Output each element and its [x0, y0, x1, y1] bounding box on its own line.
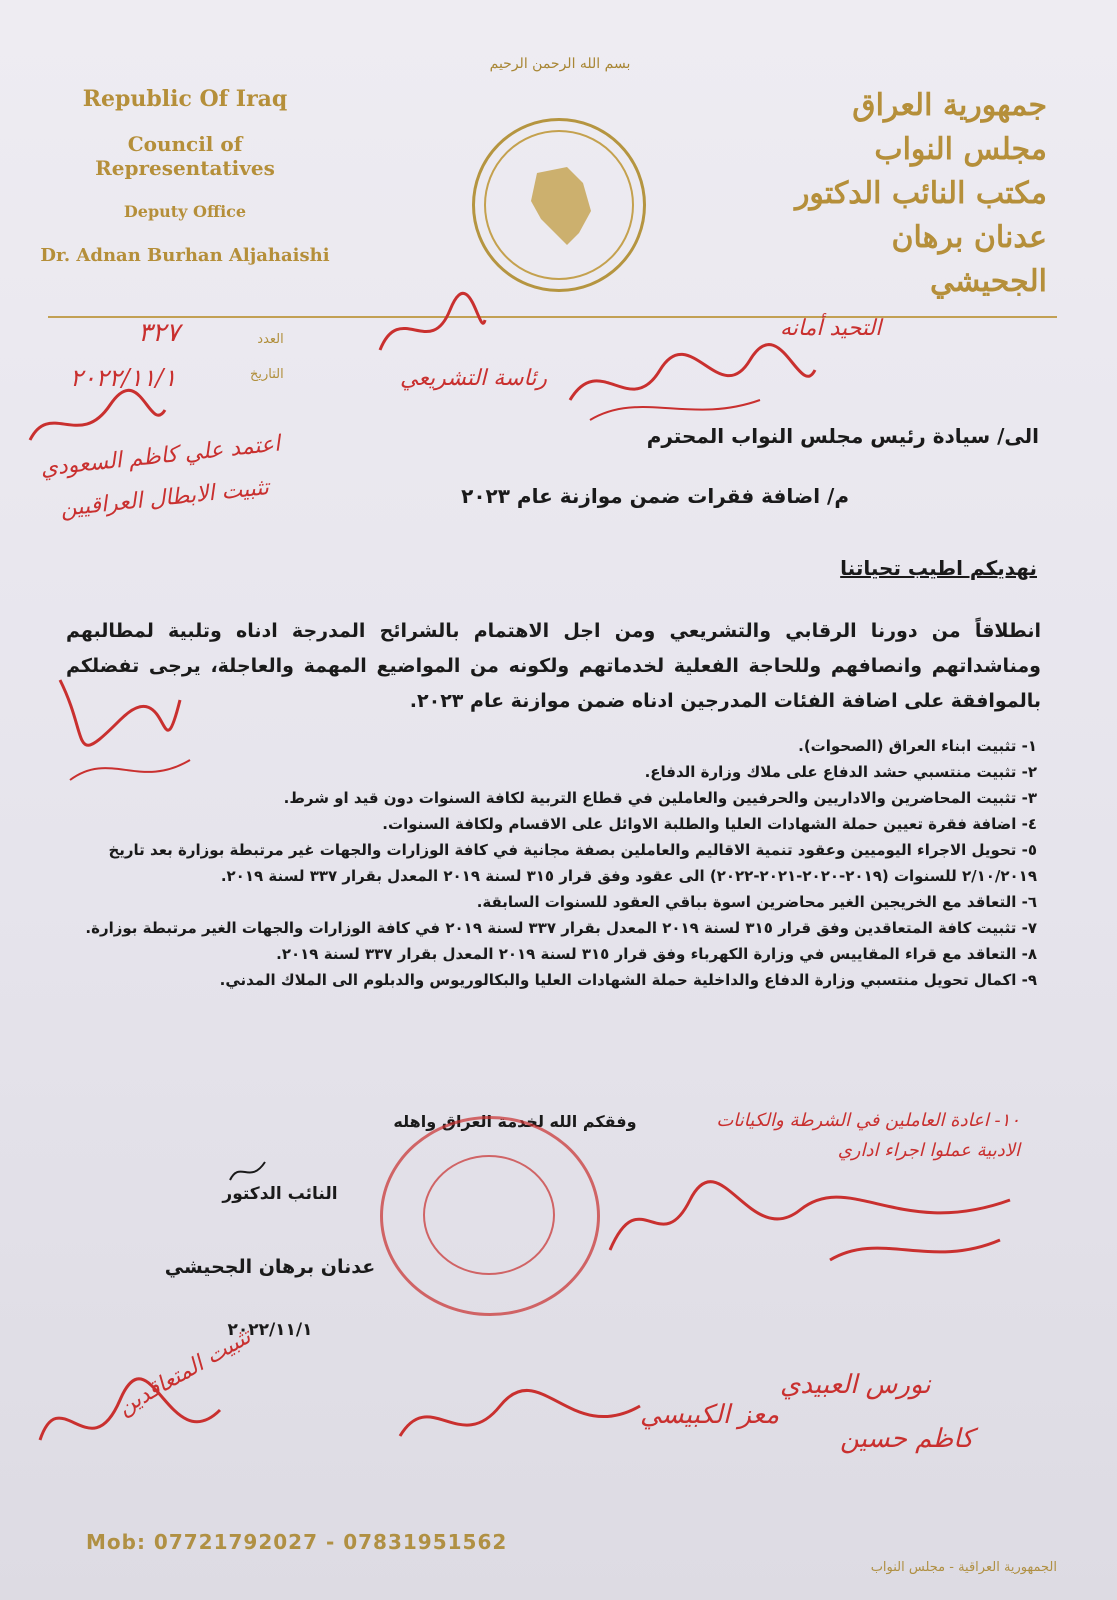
letter-greeting: نهديكم اطيب تحياتنا: [840, 556, 1037, 580]
handwritten-date: ٢٠٢٢/١١/١: [70, 364, 177, 392]
letterhead-en-line-2: Council of Representatives: [95, 132, 275, 180]
list-item: ٦- التعاقد مع الخريجين الغير محاضرين اسوة بباقي العقود للسنوات السابقة.: [476, 893, 1037, 911]
letterhead-ar-line-4: عدنان برهان الجحيشي: [891, 220, 1047, 299]
office-stamp-icon: [380, 1116, 600, 1316]
handwritten-note-left-2: تثبيت الابطال العراقيين: [59, 475, 271, 522]
handwritten-note-top-1: التحيد أمانه: [780, 316, 882, 341]
basmala: بسم الله الرحمن الرحيم: [489, 56, 631, 72]
signature-scribble-top: [560, 330, 820, 430]
letter-closing: وفقكم الله لخدمة العراق واهله: [393, 1112, 637, 1131]
list-item: ٤- اضافة فقرة تعيين حملة الشهادات العليا والطلبة الاوائل على الاقسام ولكافة السنوات.: [382, 815, 1037, 833]
letter-subject: م/ اضافة فقرات ضمن موازنة عام ٢٠٢٣: [461, 484, 849, 508]
list-item: ٨- التعاقد مع قراء المقاييس في وزارة الكهرباء وفق قرار ٣١٥ لسنة ٢٠١٩ المعدل بقرار ٣٣٧ لسنة ٢٠١٩.: [276, 945, 1037, 963]
date-label: التاريخ: [250, 367, 284, 382]
handwritten-note-bottom-3: معز الكبيسي: [640, 1400, 780, 1430]
handwritten-note-bottom-4: تثبيت المتعاقدين: [113, 1324, 256, 1421]
letter-recipient: الى/ سيادة رئيس مجلس النواب المحترم: [646, 424, 1039, 448]
signature-scribble-left: [20, 380, 170, 460]
handwritten-note-bottom-1: نورس العبيدي: [780, 1370, 931, 1400]
footer-phone-numbers: Mob: 07721792027 - 07831951562: [86, 1530, 508, 1554]
header-divider: [48, 316, 1057, 318]
requests-list: [77, 733, 1037, 993]
letterhead-ar-line-2: مجلس النواب: [874, 132, 1047, 167]
letterhead-english: [40, 86, 330, 266]
handwritten-item-ten: ١٠- اعادة العاملين في الشرطة والكيانات الادبية عملوا اجراء اداري: [716, 1110, 1020, 1161]
letterhead-ar-line-3: مكتب النائب الدكتور: [794, 176, 1047, 211]
letter-intro-paragraph: انطلاقاً من دورنا الرقابي والتشريعي ومن اجل الاهتمام بالشرائح المدرجة ادناه وتلبية لمطالبهم ومناشداتهم وانصافهم وللحاجة الفعلية لخدماتهم ولكونه من المواضيع المهمة والعاجلة، يرجى تفضلكم بالموافقة على اضافة الفئات المدرجين ادناه ضمن موازنة عام ٢٠٢٣.: [66, 620, 1041, 712]
reference-block: [250, 332, 284, 402]
list-item: ٣- تثبيت المحاضرين والاداريين والحرفيين والعاملين في قطاع التربية لكافة السنوات دون قيد او شرط.: [283, 789, 1037, 807]
signature-scribble-bottom-center: [390, 1376, 650, 1466]
letterhead-en-line-4: Dr. Adnan Burhan Aljahaishi: [40, 245, 330, 266]
parliament-emblem-icon: [472, 118, 646, 292]
signature-scribble-small: [370, 290, 490, 370]
list-item: ٧- تثبيت كافة المتعاقدين وفق قرار ٣١٥ لسنة ٢٠١٩ المعدل بقرار ٣٣٧ لسنة ٢٠١٩ في كافة الوزارات والجهات الغير مرتبطة بوزارة.: [85, 919, 1037, 937]
handwritten-note-top-2: رئاسة التشريعي: [400, 366, 547, 391]
handwritten-note-bottom-2: كاظم حسين: [840, 1424, 974, 1454]
footer-arabic-text: الجمهورية العراقية - مجلس النواب: [870, 1560, 1057, 1575]
letterhead-en-line-3: Deputy Office: [123, 202, 247, 221]
signature-scribble-right: [600, 1160, 1020, 1280]
list-item: ١- تثبيت ابناء العراق (الصحوات).: [798, 737, 1037, 755]
list-item: ٩- اكمال تحويل منتسبي وزارة الدفاع والداخلية حملة الشهادات العليا والبكالوريوس والدبلوم الى الملاك المدني.: [219, 971, 1037, 989]
letterhead-arabic: [777, 84, 1047, 304]
handwritten-note-left-1: اعتمد علي كاظم السعودي: [39, 431, 282, 482]
list-item: ٥- تحويل الاجراء اليوميين وعقود تنمية الاقاليم والعاملين بصفة مجانية في كافة الوزارات والجهات غير مرتبطة بوزارة بعد تاريخ ٢/١٠/٢٠١٩ للسنوات (٢٠١٩-٢٠٢٠-٢٠٢١-٢٠٢٢) الى عقود وفق قرار ٣١٥ لسنة ٢٠١٩ المعدل بقرار ٣٣٧ لسنة ٢٠١٩.: [108, 841, 1037, 885]
letterhead-en-line-1: Republic Of Iraq: [82, 86, 288, 112]
signer-name: عدنان برهان الجحيشي: [164, 1256, 376, 1278]
office-stamp-inner-ring: [423, 1155, 555, 1275]
signer-title: النائب الدكتور: [222, 1184, 338, 1204]
signed-date: ٢٠٢٢/١١/١: [227, 1320, 313, 1340]
number-label: العدد: [257, 332, 284, 347]
list-item: ٢- تثبيت منتسبي حشد الدفاع على ملاك وزارة الدفاع.: [644, 763, 1037, 781]
letterhead-ar-line-1: جمهورية العراق: [852, 88, 1047, 123]
handwritten-number: ٣٢٧: [138, 318, 180, 348]
